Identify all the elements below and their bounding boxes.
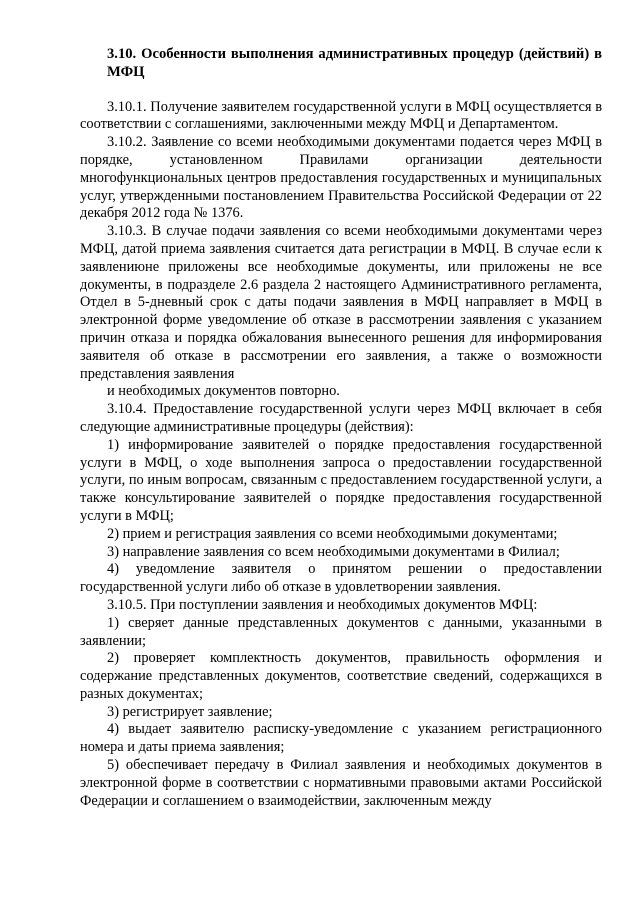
paragraph-3-10-4: 3.10.4. Предоставление государственной услуги через МФЦ включает в себя следующие административные процедуры (действия): [80,401,602,435]
list-item-3-10-5-1: 1) сверяет данные представленных документов с данными, указанными в заявлении; [80,614,602,649]
list-item-3-10-5-5: 5) обеспечивает передачу в Филиал заявления и необходимых документов в электронной форме в соответствии с нормативными правовыми актами Российской Федерации и соглашением о взаимодействии, заключенным между [80,757,602,809]
paragraph-3-10-5: 3.10.5. При поступлении заявления и необходимых документов МФЦ: [107,596,538,613]
paragraph-3-10-1: 3.10.1. Получение заявителем государственной услуги в МФЦ осуществляется в соответствии с соглашениями, заключенными между МФЦ и Департаментом. [80,98,602,133]
list-item-3-10-5-3: 3) регистрирует заявление; [107,703,273,720]
list-item-3-10-4-1: 1) информирование заявителей о порядке предоставления государственной услуги в МФЦ, о ходе выполнения запроса о предоставлении государственной услуги, по иным вопросам, связанным с предоставлением государственной услуги, а также консультирование заявителей о порядке предоставления государственной услуги в МФЦ; [80,436,602,524]
paragraph-3-10-2: 3.10.2. Заявление со всеми необходимыми документами подается через МФЦ в порядке, установленном Правилами организации деятельности многофункциональных центров предоставления государственных и муниципальных услуг, утвержденными постановлением Правительства Российской Федерации от 22 декабря 2012 года № 1376. [80,134,602,222]
list-item-3-10-4-3: 3) направление заявления со всем необходимыми документами в Филиал; [107,543,560,560]
document-body [80,46,602,810]
list-item-3-10-5-2: 2) проверяет комплектность документов, правильность оформления и содержание представленных документов, соответствие сведений, содержащихся в разных документах; [80,650,602,702]
paragraph-3-10-3: 3.10.3. В случае подачи заявления со всеми необходимыми документами через МФЦ, датой приема заявления считается дата регистрации в МФЦ. В случае если к заявлениюне приложены все необходимые документы, или приложены не все документы, в подразделе 2.6 раздела 2 настоящего Административного регламента, Отдел в 5-дневный срок с даты подачи заявления в МФЦ направляет в МФЦ в электронной форме уведомление об отказе в рассмотрении заявления с указанием причин отказа и порядка обжалования вынесенного решения для информирования заявителя об отказе в рассмотрении его заявления, а также о возможности представления заявления [80,223,602,382]
list-item-3-10-5-4: 4) выдает заявителю расписку-уведомление с указанием регистрационного номера и даты приема заявления; [80,721,602,756]
paragraph-3-10-3-continuation: и необходимых документов повторно. [107,383,340,400]
list-item-3-10-4-2: 2) прием и регистрация заявления со всеми необходимыми документами; [107,525,558,542]
section-heading: 3.10. Особенности выполнения административных процедур (действий) в МФЦ [107,46,602,80]
list-item-3-10-4-4: 4) уведомление заявителя о принятом решении о предоставлении государственной услуги либо об отказе в удовлетворении заявления. [80,561,602,596]
heading-spacer [80,82,602,99]
